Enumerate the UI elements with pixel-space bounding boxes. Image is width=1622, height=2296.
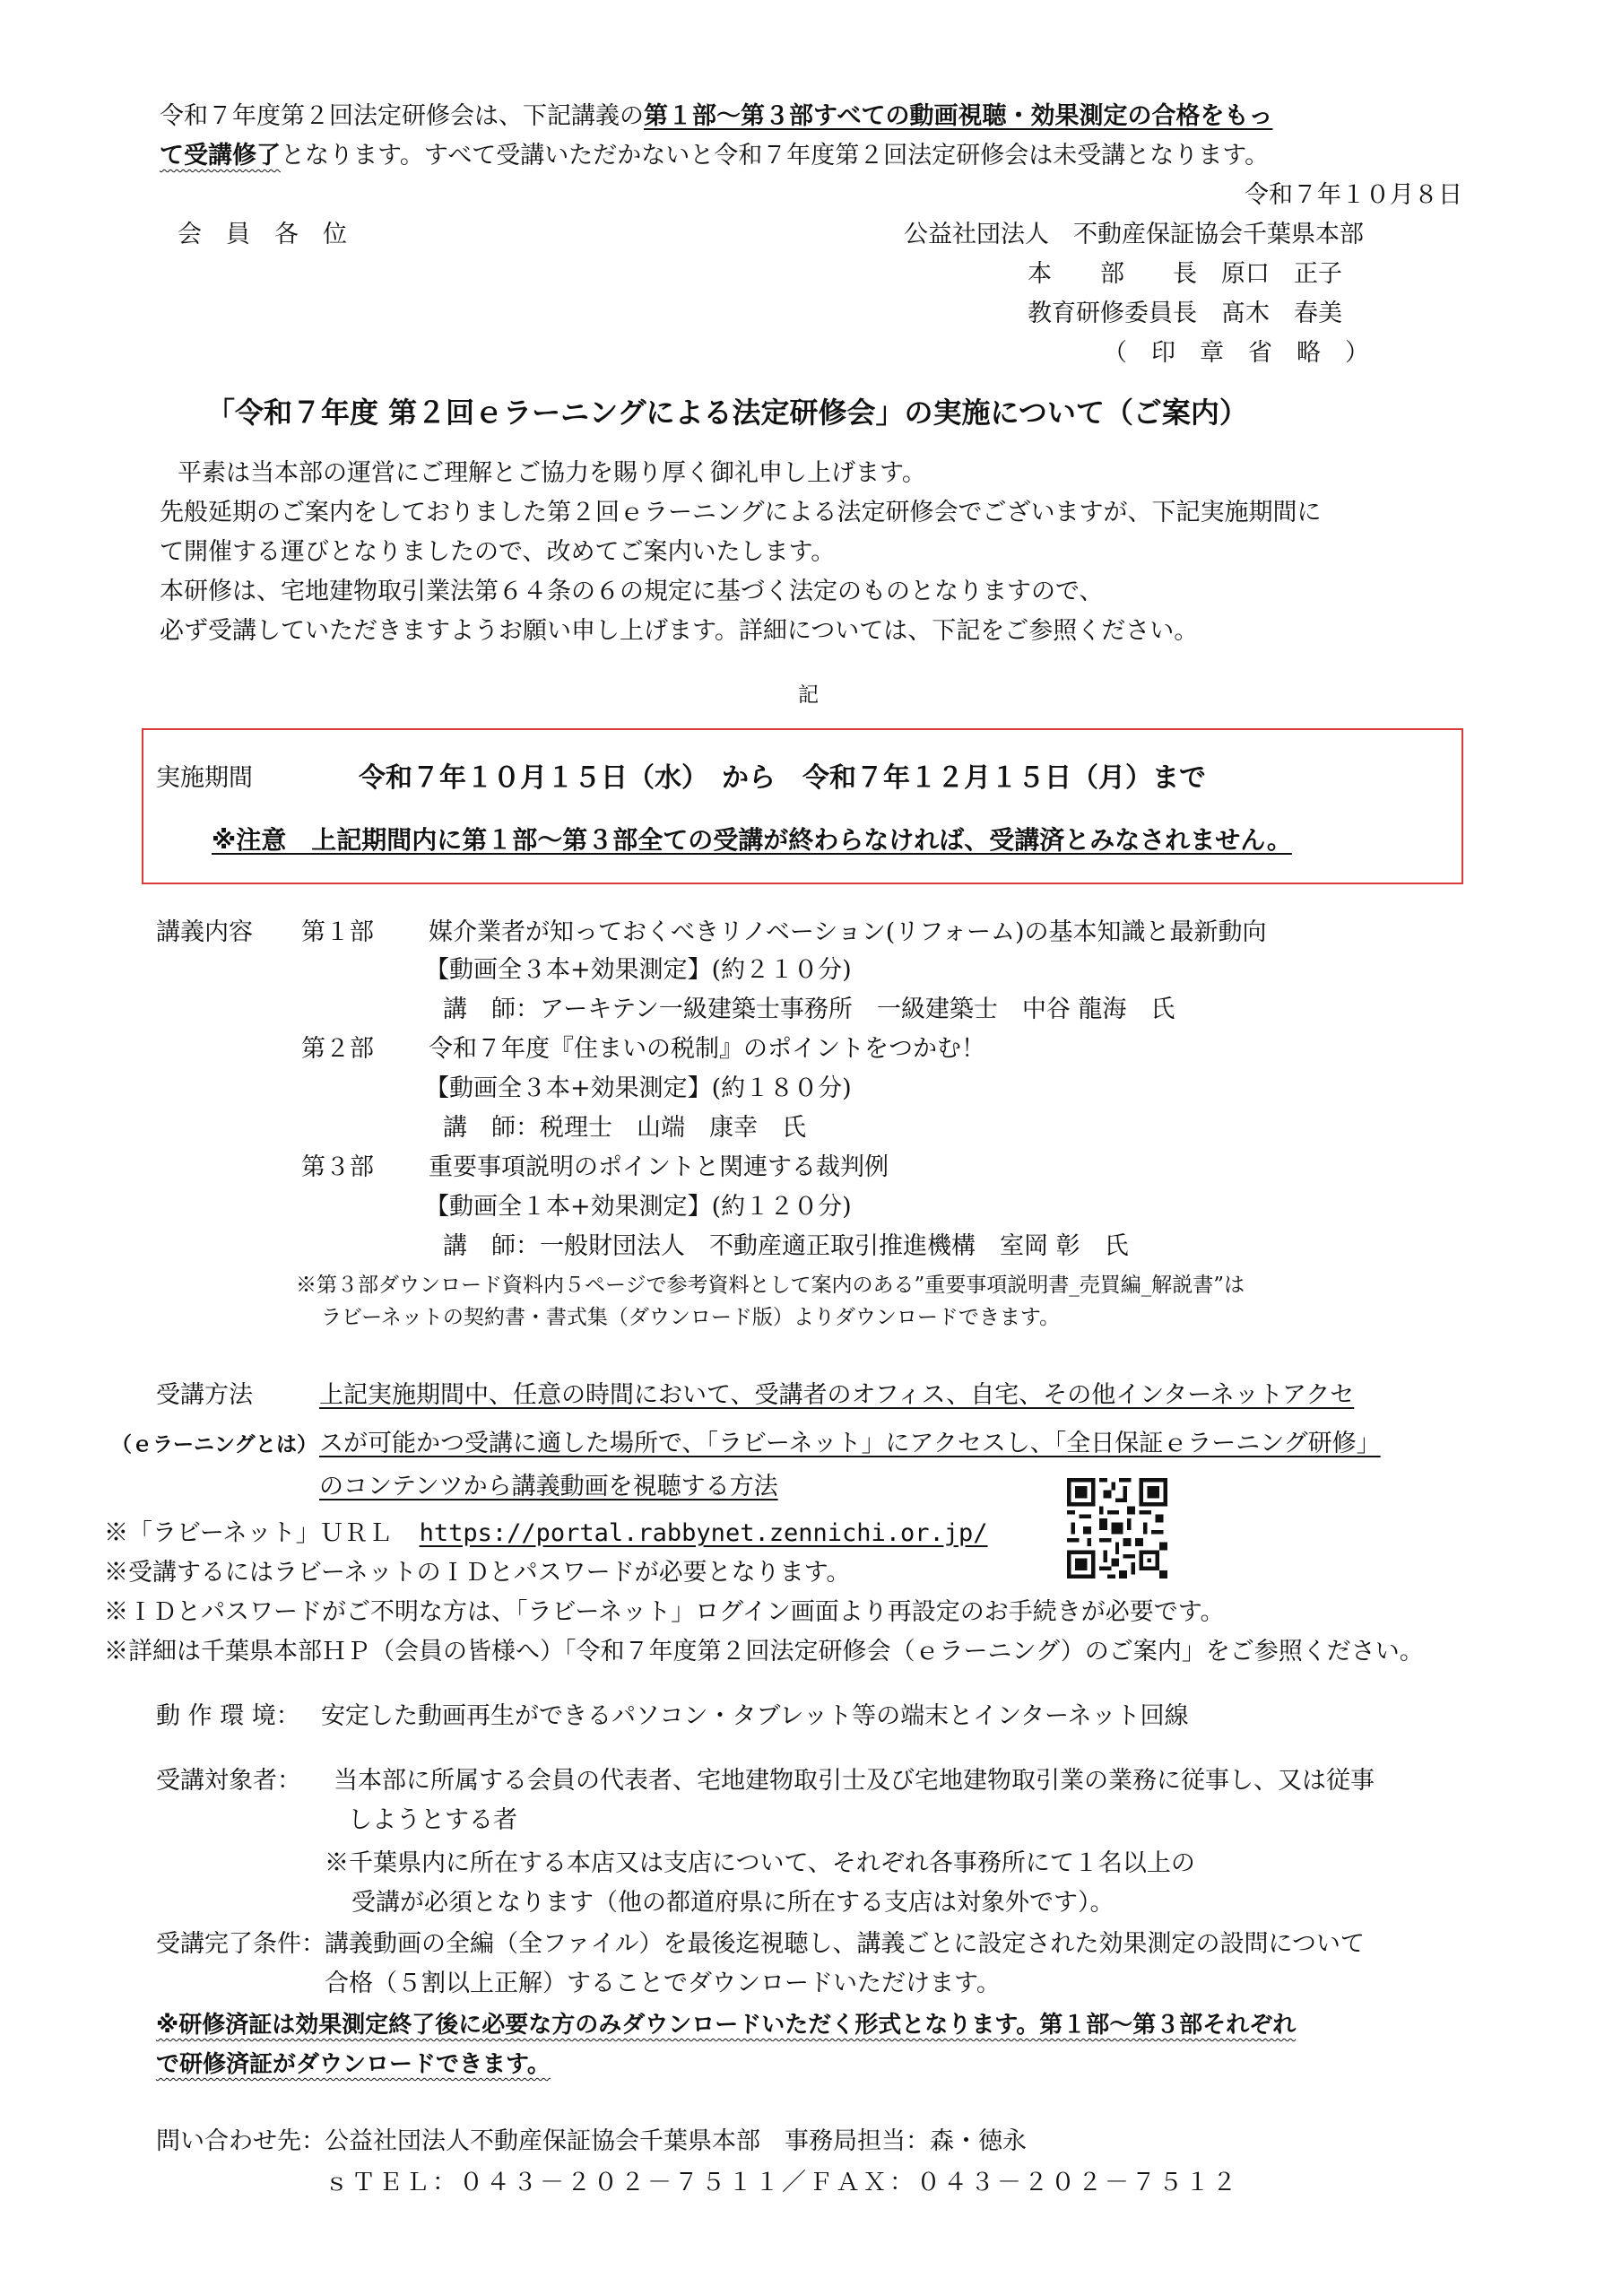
period-label: 実施期間	[156, 764, 253, 792]
note-line: ※ＩＤとパスワードがご不明な方は、「ラビーネット」ログイン画面より再設定のお手続きが必要です。	[104, 1598, 1225, 1626]
lecture-lecturer-2: 講 師：税理士 山端 康幸 氏	[443, 1114, 806, 1142]
completion-label: 受講完了条件：	[156, 1930, 325, 1958]
target-text: しようとする者	[348, 1806, 517, 1834]
intro-text: 令和７年度第２回法定研修会は、下記講義の	[160, 102, 644, 130]
intro-emphasis-2: て受講修了	[160, 142, 281, 170]
lecture-note: ラビーネットの契約書・書式集（ダウンロード版）よりダウンロードできます。	[321, 1306, 1061, 1329]
lecture-lecturer-3: 講 師：一般財団法人 不動産適正取引推進機構 室岡 彰 氏	[443, 1232, 1129, 1260]
completion-text: 合格（５割以上正解）することでダウンロードいただけます。	[325, 1970, 1001, 1997]
target-text: 当本部に所属する会員の代表者、宅地建物取引士及び宅地建物取引業の業務に従事し、又は従事	[334, 1767, 1375, 1795]
lecture-note: ※第３部ダウンロード資料内５ページで参考資料として案内のある”重要事項説明書_売買編_解説書”は	[296, 1274, 1245, 1297]
intro-text-2: となります。すべて受講いただかないと令和７年度第２回法定研修会は未受講となります。	[281, 142, 1270, 170]
lecture-part-3: 第３部	[301, 1153, 374, 1181]
environment-value: 安定した動画再生ができるパソコン・タブレット等の端末とインターネット回線	[321, 1702, 1189, 1730]
contact-org: 公益社団法人不動産保証協会千葉県本部 事務局担当：森・徳永	[325, 2127, 1027, 2155]
document-title: 「令和７年度 第２回ｅラーニングによる法定研修会」の実施について（ご案内）	[206, 396, 1248, 430]
lecture-detail-2: 【動画全３本+効果測定】(約１８０分)	[425, 1074, 852, 1102]
url-label: ※「ラビーネット」ＵＲＬ	[104, 1519, 393, 1547]
rabbynet-url-link[interactable]: https://portal.rabbynet.zennichi.or.jp/	[419, 1519, 988, 1547]
lecture-part-1: 第１部	[301, 918, 374, 946]
contact-phone: ｓＴＥＬ：０４３－２０２－７５１１／ＦＡＸ：０４３－２０２－７５１２	[325, 2169, 1239, 2196]
lectures-label: 講義内容	[156, 918, 253, 946]
note-line: ※詳細は千葉県本部ＨＰ（会員の皆様へ）「令和７年度第２回法定研修会（ｅラーニング）のご案内」をご参照ください。	[104, 1638, 1424, 1665]
method-label: 受講方法	[156, 1381, 253, 1409]
ki-marker: 記	[798, 683, 819, 707]
method-text: 上記実施期間中、任意の時間において、受講者のオフィス、自宅、その他インターネットアクセ	[319, 1381, 1355, 1409]
method-text: スが可能かつ受講に適した場所で、「ラビーネット」にアクセスし、「全日保証ｅラーニング研修」	[319, 1430, 1381, 1457]
target-note: ※千葉県内に所在する本店又は支店について、それぞれ各事務所にて１名以上の	[325, 1849, 1195, 1877]
period-note: ※注意 上記期間内に第１部～第３部全ての受講が終わらなければ、受講済とみなされません。	[212, 825, 1292, 855]
body-line: 必ず受講していただきますようお願い申し上げます。詳細については、下記をご参照ください。	[160, 617, 1199, 645]
lecture-title-3: 重要事項説明のポイントと関連する裁判例	[429, 1153, 889, 1181]
lecture-detail-3: 【動画全１本+効果測定】(約１２０分)	[425, 1193, 852, 1221]
intro-emphasis: 第１部～第３部すべての動画視聴・効果測定の合格をもっ	[644, 102, 1273, 130]
body-line: 本研修は、宅地建物取引業法第６４条の６の規定に基づく法定のものとなりますので、	[160, 578, 1104, 605]
addressee: 会 員 各 位	[178, 221, 347, 248]
completion-text: 講義動画の全編（全ファイル）を最後迄視聴し、講義ごとに設定された効果測定の設問について	[325, 1930, 1365, 1958]
body-line: て開催する運びとなりましたので、改めてご案内いたします。	[160, 538, 836, 566]
lecture-part-2: 第２部	[301, 1035, 374, 1063]
target-label: 受講対象者：	[156, 1767, 301, 1795]
method-text: のコンテンツから講義動画を視聴する方法	[319, 1473, 778, 1500]
intro-line-1	[160, 100, 1272, 133]
qr-code-icon	[1067, 1478, 1167, 1578]
intro-line-2	[160, 140, 1269, 172]
period-value: 令和７年１０月１５日（水） から 令和７年１２月１５日（月）まで	[359, 762, 1206, 794]
issue-date: 令和７年１０月８日	[1245, 181, 1462, 209]
seal-omitted-note: （ 印 章 省 略 ）	[1103, 339, 1369, 367]
environment-label: 動 作 環 境：	[156, 1702, 300, 1730]
note-line: ※受講するにはラビーネットのＩＤとパスワードが必要となります。	[104, 1559, 851, 1587]
lecture-lecturer-1: 講 師：アーキテン一級建築士事務所 一級建築士 中谷 龍海 氏	[443, 996, 1175, 1023]
body-line: 平素は当本部の運営にご理解とご協力を賜り厚く御礼申し上げます。	[178, 459, 926, 487]
target-note: 受講が必須となります（他の都道府県に所在する支店は対象外です）。	[351, 1889, 1115, 1917]
issuer-org: 公益社団法人 不動産保証協会千葉県本部	[904, 221, 1364, 248]
lecture-detail-1: 【動画全３本+効果測定】(約２１０分)	[425, 956, 852, 984]
contact-label: 問い合わせ先：	[156, 2127, 325, 2155]
issuer-committee: 教育研修委員長 髙木 春美	[1028, 300, 1342, 327]
period-box	[142, 728, 1463, 884]
lecture-title-1: 媒介業者が知っておくべきリノベーション(リフォーム)の基本知識と最新動向	[429, 918, 1267, 946]
issuer-head: 本 部 長 原口 正子	[1028, 260, 1342, 288]
completion-note: ※研修済証は効果測定終了後に必要な方のみダウンロードいただく形式となります。第１部～第３部それぞれ	[156, 2012, 1297, 2039]
url-line	[104, 1518, 988, 1550]
body-line: 先般延期のご案内をしておりました第２回ｅラーニングによる法定研修会でございますが、下記実施期間に	[160, 499, 1322, 526]
completion-note: で研修済証がダウンロードできます。	[156, 2051, 551, 2078]
method-sublabel: （ｅラーニングとは）	[111, 1433, 317, 1457]
lecture-title-2: 令和７年度『住まいの税制』のポイントをつかむ！	[429, 1035, 985, 1063]
